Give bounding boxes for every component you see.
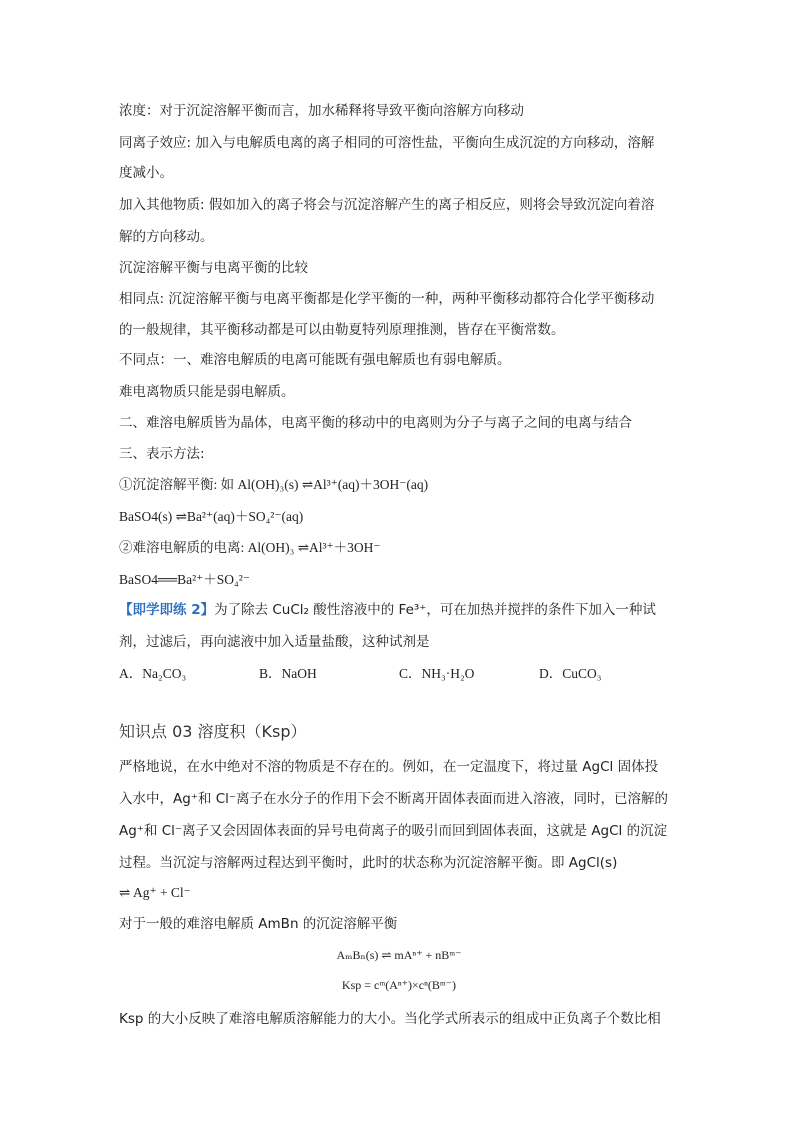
general-equilibrium-equation: AₘBₙ(s) ⇌ mAⁿ⁺ + nBᵐ⁻	[336, 948, 462, 962]
choice-c[interactable]: C．NH₃·H₂O	[399, 666, 475, 681]
text-line-comparison-title: 沉淀溶解平衡与电离平衡的比较	[119, 260, 308, 276]
choice-a[interactable]: A．Na₂CO₃	[119, 666, 187, 681]
ksp-expression: Ksp = cᵐ(Aⁿ⁺)×cⁿ(Bᵐ⁻)	[341, 978, 457, 992]
section-paragraph-4: 过程。当沉淀与溶解两过程达到平衡时，此时的状态称为沉淀溶解平衡。即 AgCl(s)	[119, 855, 618, 871]
text-line-difference-2: 二、难溶电解质皆为晶体，电离平衡的移动中的电离则为分子与离子之间的电离与结合	[119, 415, 632, 431]
equation-ionization-ba: BaSO4══Ba²⁺＋SO₄²⁻	[119, 572, 250, 587]
equation-ionization-al: ②难溶电解质的电离: Al(OH)₃ ⇌Al³⁺＋3OH⁻	[119, 540, 381, 555]
section-heading: 知识点 03 溶度积（Ksp）	[119, 722, 307, 741]
section-paragraph-3: Ag⁺和 Cl⁻离子又会因固体表面的异号电荷离子的吸引而回到固体表面，这就是 AgCl 的沉淀	[119, 823, 668, 839]
exercise-tag: 【即学即练 2】	[119, 602, 215, 618]
choice-d[interactable]: D．CuCO₃	[539, 666, 602, 681]
choice-b[interactable]: B．NaOH	[259, 666, 317, 681]
exercise-question	[119, 600, 656, 620]
text-line-common-ion: 同离子效应: 加入与电解质电离的离子相同的可溶性盐，平衡向生成沉淀的方向移动，溶解	[119, 135, 655, 151]
section-paragraph-2: 入水中，Ag⁺和 Cl⁻离子在水分子的作用下会不断离开固体表面而进入溶液，同时，已溶解的	[119, 791, 669, 807]
equation-precipitation-al: ①沉淀溶解平衡: 如 Al(OH)₃(s) ⇌Al³⁺(aq)＋3OH⁻(aq)	[119, 477, 429, 492]
exercise-text-1: 为了除去 CuCl₂ 酸性溶液中的 Fe³⁺，可在加热并搅拌的条件下加入一种试	[214, 602, 656, 618]
section-paragraph-1: 严格地说，在水中绝对不溶的物质是不存在的。例如，在一定温度下，将过量 AgCl 固体投	[119, 759, 659, 775]
text-line-method-title: 三、表示方法:	[119, 446, 205, 462]
text-line-difference-1b: 难电离物质只能是弱电解质。	[119, 384, 295, 400]
text-line-similarity-cont: 的一般规律，其平衡移动都是可以由勒夏特列原理推测，皆存在平衡常数。	[119, 322, 565, 338]
text-line-other-substance-cont: 解的方向移动。	[119, 229, 214, 245]
text-line-difference-1: 不同点：一、难溶电解质的电离可能既有强电解质也有弱电解质。	[119, 352, 511, 368]
equation-precipitation-ba: BaSO4(s) ⇌Ba²⁺(aq)＋SO₄²⁻(aq)	[119, 509, 304, 524]
section-paragraph-5: 对于一般的难溶电解质 AmBn 的沉淀溶解平衡	[119, 916, 398, 932]
text-line-common-ion-cont: 度减小。	[119, 165, 173, 181]
section-equation-agcl: ⇌ Ag⁺ + Cl⁻	[119, 885, 191, 900]
text-line-concentration: 浓度：对于沉淀溶解平衡而言，加水稀释将导致平衡向溶解方向移动	[119, 103, 524, 119]
section-paragraph-6: Ksp 的大小反映了难溶电解质溶解能力的大小。当化学式所表示的组成中正负离子个数比相	[119, 1011, 661, 1027]
exercise-choices	[119, 664, 679, 684]
exercise-text-2: 剂，过滤后，再向滤液中加入适量盐酸，这种试剂是	[119, 634, 430, 650]
text-line-other-substance: 加入其他物质: 假如加入的离子将会与沉淀溶解产生的离子相反应，则将会导致沉淀向着溶	[119, 197, 655, 213]
text-line-similarity: 相同点: 沉淀溶解平衡与电离平衡都是化学平衡的一种，两种平衡移动都符合化学平衡移动	[119, 291, 655, 307]
